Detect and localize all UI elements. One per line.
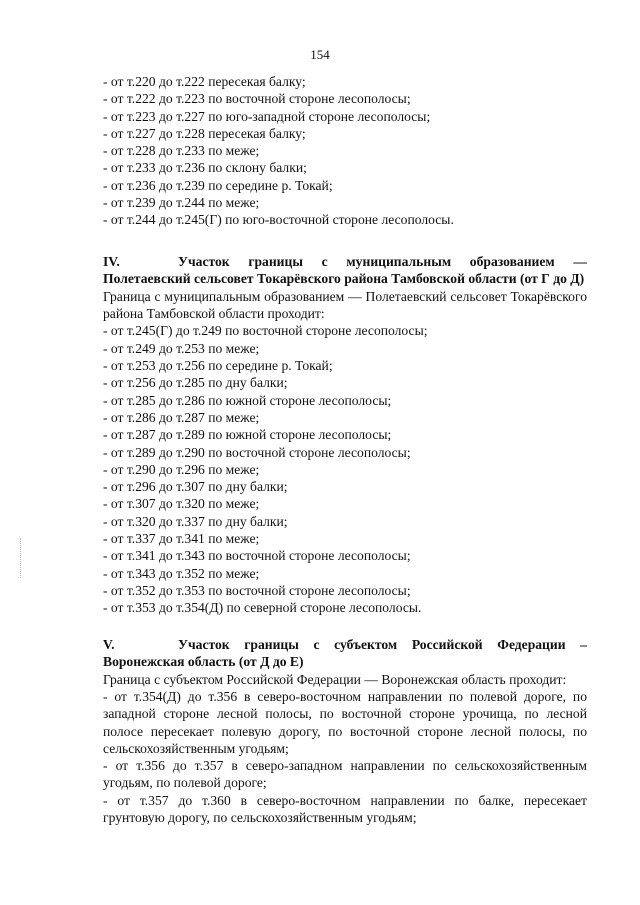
section-iv-intro: Граница с муниципальным образованием — Полетаевский сельсовет Токарёвского района Тамбовской области проходит: xyxy=(103,288,587,322)
list-item: - от т.222 до т.223 по восточной стороне лесополосы; xyxy=(103,91,411,107)
list-item: - от т.320 до т.337 по дну балки; xyxy=(103,513,288,529)
list-item: - от т.296 до т.307 по дну балки; xyxy=(103,479,288,495)
list-item: - от т.289 до т.290 по восточной стороне лесополосы; xyxy=(103,444,411,460)
section-v-list xyxy=(103,688,587,826)
list-item: - от т.239 до т.244 по меже; xyxy=(103,195,260,211)
list-item: - от т.220 до т.222 пересекая балку; xyxy=(103,74,306,89)
margin-mark xyxy=(20,538,22,578)
list-item: - от т.236 до т.239 по середине р. Токай; xyxy=(103,177,333,193)
list-item: - от т.256 до т.285 по дну балки; xyxy=(103,375,288,391)
list-item: - от т.343 до т.352 по меже; xyxy=(103,565,260,581)
list-item: - от т.353 до т.354(Д) по северной стороне лесополосы. xyxy=(103,600,422,616)
list-item: - от т.227 до т.228 пересекая балку; xyxy=(103,125,306,141)
section-v-title: Участок границы с субъектом Российской Федерации – Воронежская область (от Д до Е) xyxy=(103,636,587,670)
section-iv-heading xyxy=(103,253,587,288)
list-item: - от т.286 до т.287 по меже; xyxy=(103,409,260,425)
section-iv-number: IV. xyxy=(103,253,120,269)
list-item: - от т.307 до т.320 по меже; xyxy=(103,496,260,512)
page-number: 154 xyxy=(310,47,330,62)
list-item: - от т.233 до т.236 по склону балки; xyxy=(103,160,307,176)
section-v-number: V. xyxy=(103,636,115,652)
list-item: - от т.354(Д) до т.356 в северо-восточном направлении по полевой дороге, по западной стороне лесной полосы, по восточной стороне урочища, по лесной полосе пересекает полевую дорогу, по восточной стороне лесной полосы, по сельскохозяйственным угодьям; xyxy=(103,688,587,756)
list-item: - от т.285 до т.286 по южной стороне лесополосы; xyxy=(103,392,392,408)
list-item: - от т.290 до т.296 по меже; xyxy=(103,461,260,477)
list-item: - от т.352 до т.353 по восточной стороне лесополосы; xyxy=(103,582,411,598)
list-item: - от т.223 до т.227 по юго-западной стороне лесополосы; xyxy=(103,108,431,124)
top-list xyxy=(103,73,587,229)
list-item: - от т.287 до т.289 по южной стороне лесополосы; xyxy=(103,427,392,443)
list-item: - от т.245(Г) до т.249 по восточной стороне лесополосы; xyxy=(103,323,428,339)
list-item: - от т.249 до т.253 по меже; xyxy=(103,340,260,356)
list-item: - от т.356 до т.357 в северо-западном направлении по сельскохозяйственным угодьям, по полевой дороге; xyxy=(103,758,587,791)
list-item: - от т.341 до т.343 по восточной стороне лесополосы; xyxy=(103,548,411,564)
spacer xyxy=(103,617,587,636)
list-item: - от т.228 до т.233 по меже; xyxy=(103,143,260,159)
list-item: - от т.244 до т.245(Г) по юго-восточной стороне лесополосы. xyxy=(103,212,454,228)
list-item: - от т.337 до т.341 по меже; xyxy=(103,531,260,547)
list-item: - от т.253 до т.256 по середине р. Токай; xyxy=(103,358,333,374)
section-iv-title: Участок границы с муниципальным образованием — Полетаевский сельсовет Токарёвского района Тамбовской области (от Г до Д) xyxy=(103,253,587,287)
section-v-heading xyxy=(103,636,587,671)
list-item: - от т.357 до т.360 в северо-восточном направлении по балке, пересекает грунтовую дорогу, по сельскохозяйственным угодьям; xyxy=(103,792,587,826)
spacer xyxy=(103,229,587,253)
section-iv-list xyxy=(103,322,587,616)
section-v-intro: Граница с субъектом Российской Федерации — Воронежская область проходит: xyxy=(103,671,567,687)
document-body xyxy=(103,73,587,826)
